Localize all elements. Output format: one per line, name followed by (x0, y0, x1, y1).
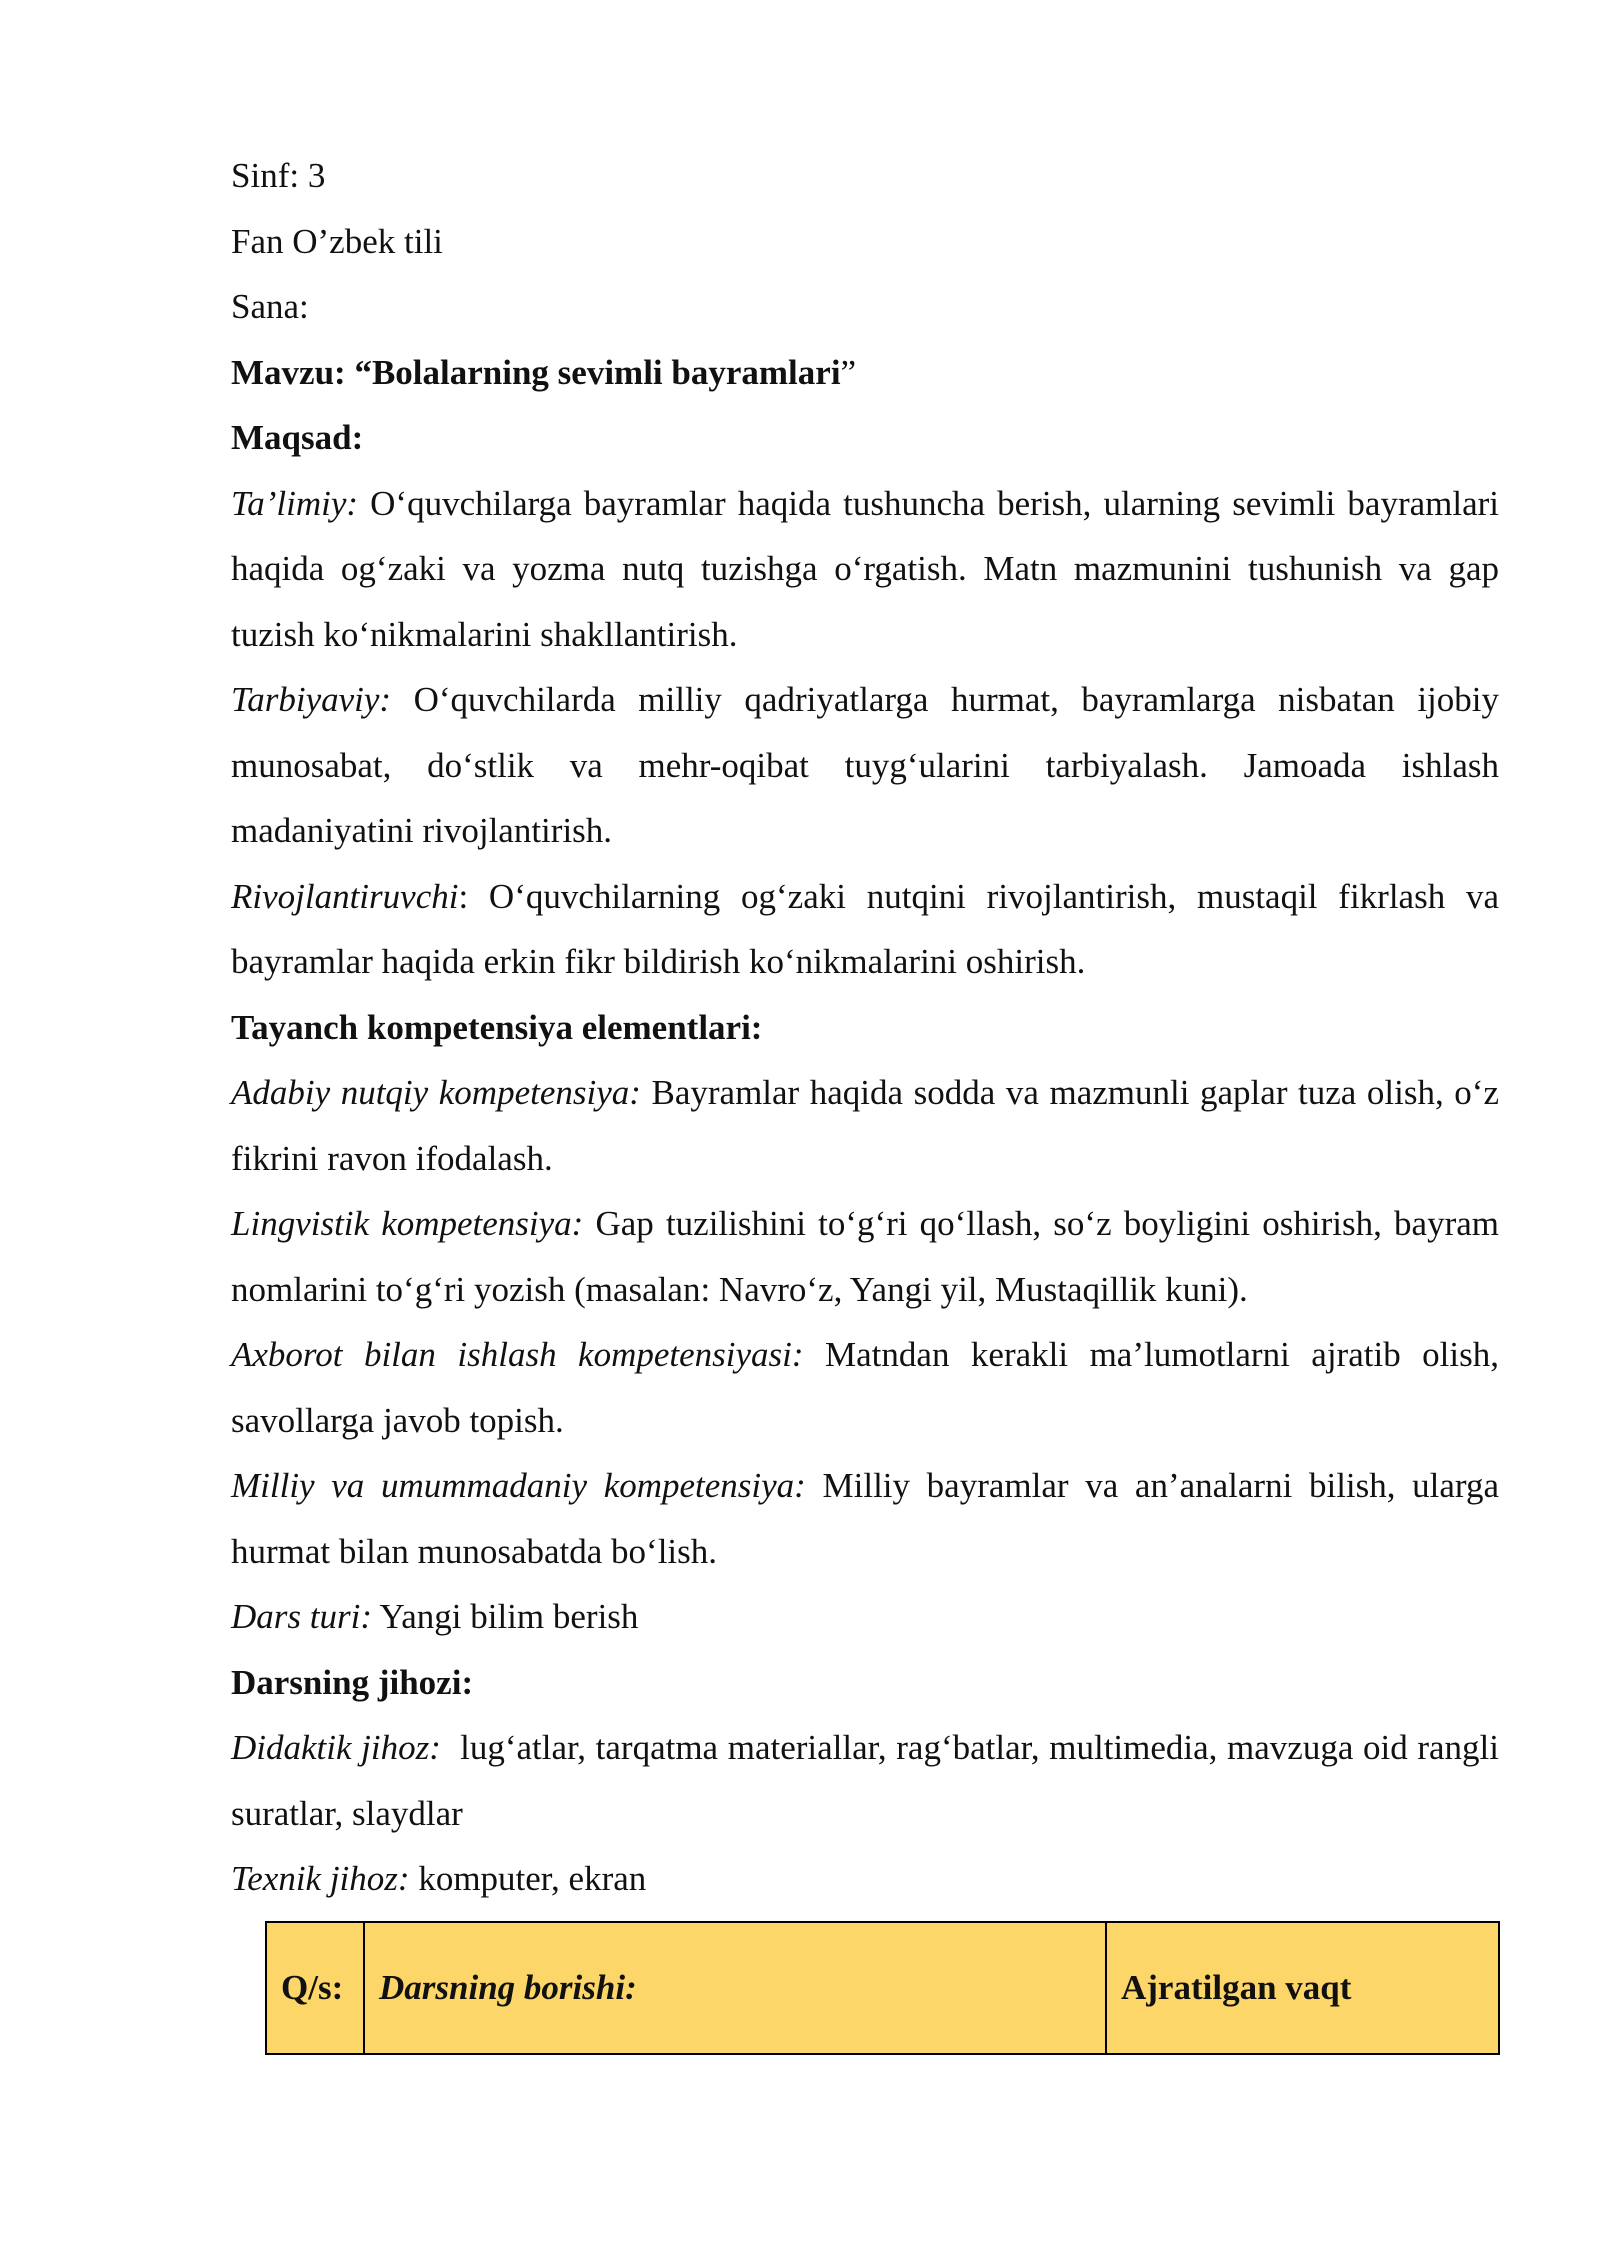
lesson-type-label: Dars turi: (231, 1597, 372, 1636)
header-cell-vaqt: Ajratilgan vaqt (1106, 1922, 1499, 2054)
tarbiyaviy-text: O‘quvchilarda milliy qadriyatlarga hurmat, bayramlarga nisbatan ijobiy munosabat, do‘stlik va mehr-oqibat tuyg‘ularini tarbiyalash. Jamoada ishlash madaniyatini rivojlantirish. (231, 680, 1499, 850)
competency-item (231, 1453, 1499, 1584)
competency-text: Gap tuzilishini to‘g‘ri qo‘llash, so‘z boyligini oshirish, bayram nomlarini to‘g‘ri yozish (masalan: Navro‘z, Yangi yil, Mustaqillik kuni). (231, 1204, 1499, 1309)
competency-text: Matndan kerakli ma’lumotlarni ajratib olish, savollarga javob topish. (231, 1335, 1499, 1440)
rivojlantiruvchi-label: Rivojlantiruvchi (231, 876, 459, 916)
header-cell-borishi: Darsning borishi: (364, 1922, 1106, 2054)
topic-line (231, 340, 1499, 406)
goal-tarbiyaviy (231, 667, 1499, 864)
competency-item (231, 1322, 1499, 1453)
competency-text: Milliy bayramlar va an’analarni bilish, ularga hurmat bilan munosabatda bo‘lish. (231, 1466, 1499, 1571)
technical-label: Texnik jihoz: (231, 1859, 410, 1898)
goal-heading: Maqsad: (231, 418, 364, 457)
tarbiyaviy-label: Tarbiyaviy: (231, 680, 392, 719)
class-line: Sinf: 3 (231, 156, 326, 195)
talimiy-text: O‘quvchilarga bayramlar haqida tushuncha berish, ularning sevimli bayramlari haqida og‘zaki va yozma nutq tuzishga o‘rgatish. Matn mazmunini tushunish va gap tuzish ko‘nikmalarini shakllantirish. (231, 483, 1499, 654)
technical-text: komputer, ekran (409, 1859, 647, 1898)
document-body (231, 143, 1508, 1912)
lesson-type-text: Yangi bilim berish (372, 1597, 639, 1636)
topic-close-quote: ” (840, 352, 857, 392)
competency-item (231, 1191, 1499, 1322)
didactic-text: lug‘atlar, tarqatma materiallar, rag‘batlar, multimedia, mavzuga oid rangli suratlar, slaydlar (231, 1728, 1508, 1833)
competencies-heading: Tayanch kompetensiya elementlari: (231, 1007, 763, 1047)
table-header-row (266, 1922, 1499, 2054)
competency-label: Lingvistik kompetensiya: (231, 1204, 584, 1243)
rivojlantiruvchi-text: : O‘quvchilarning og‘zaki nutqini rivojlantirish, mustaqil fikrlash va bayramlar haqida erkin fikr bildirish ko‘nikmalarini oshirish. (231, 876, 1499, 981)
competency-label: Milliy va umummadaniy kompetensiya: (231, 1466, 806, 1505)
header-cell-qs: Q/s: (266, 1922, 364, 2054)
subject-line: Fan O’zbek tili (231, 221, 443, 261)
lesson-plan-table (265, 1921, 1500, 2055)
lesson-type-line (231, 1584, 1499, 1650)
date-line: Sana: (231, 287, 309, 326)
topic-label: Mavzu: “Bolalarning sevimli bayramlari (231, 352, 841, 392)
goal-talimiy (231, 471, 1499, 668)
competency-item (231, 1060, 1499, 1191)
equipment-heading: Darsning jihozi: (231, 1662, 474, 1702)
competency-label: Adabiy nutqiy kompetensiya: (231, 1073, 641, 1112)
competency-label: Axborot bilan ishlash kompetensiyasi: (231, 1335, 804, 1374)
didactic-equipment (231, 1715, 1508, 1846)
technical-equipment (231, 1846, 1499, 1912)
goal-rivojlantiruvchi (231, 864, 1499, 995)
talimiy-label: Ta’limiy: (231, 483, 359, 523)
competency-text: Bayramlar haqida sodda va mazmunli gaplar tuza olish, o‘z fikrini ravon ifodalash. (231, 1073, 1499, 1178)
didactic-label: Didaktik jihoz: (231, 1728, 441, 1767)
